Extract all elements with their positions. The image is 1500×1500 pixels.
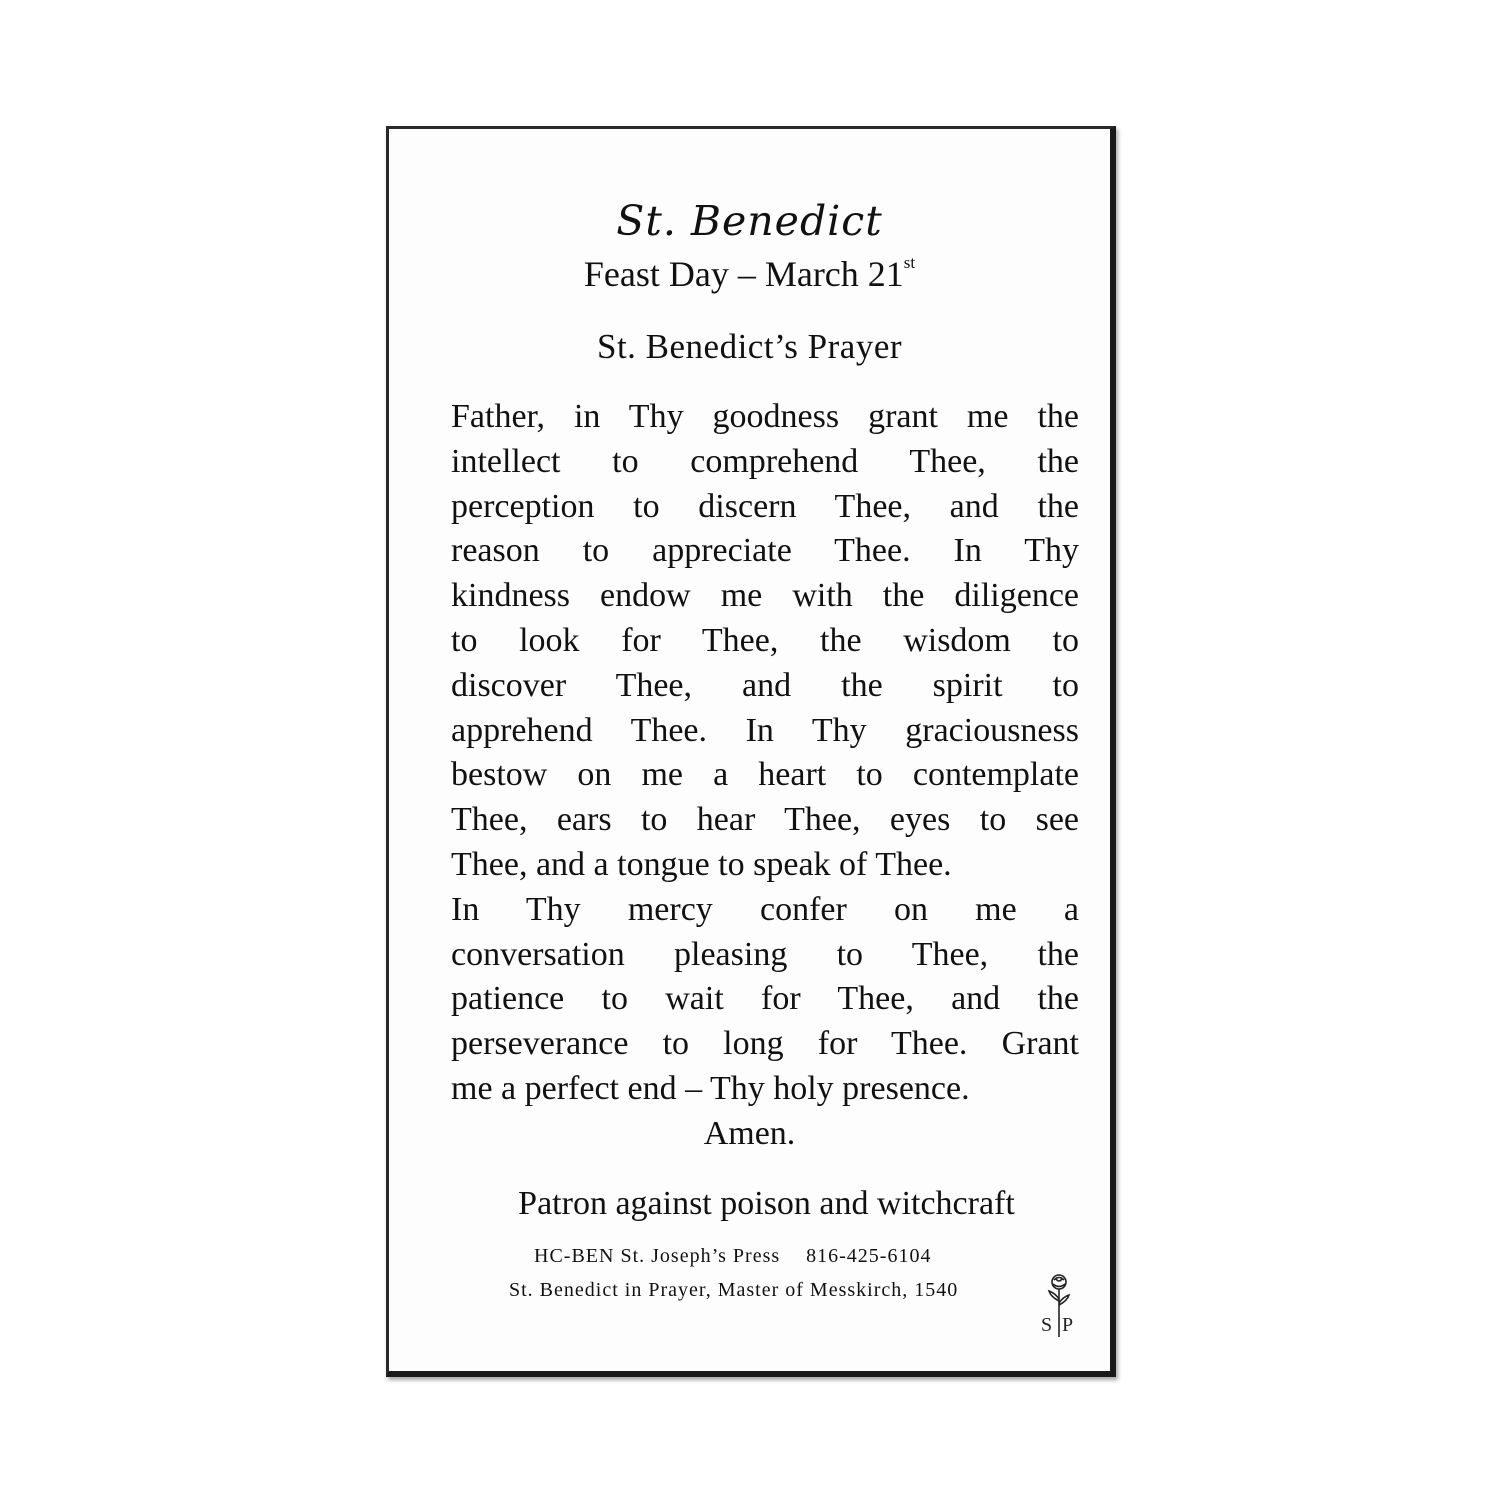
prayer-card	[386, 126, 1116, 1377]
prayer-line: Father, in Thy goodness grant me the	[451, 398, 1079, 435]
feast-day-text: Feast Day – March 21	[583, 254, 904, 294]
prayer-text	[451, 395, 1079, 1112]
prayer-line: discover Thee, and the spirit to	[451, 666, 1079, 704]
prayer-line: reason to appreciate Thee. In Thy	[451, 532, 1079, 570]
prayer-line: kindness endow me with the diligence	[451, 577, 1079, 615]
prayer-line: perception to discern Thee, and the	[451, 487, 1079, 525]
prayer-line: intellect to comprehend Thee, the	[451, 442, 1079, 480]
publisher-line	[534, 1245, 931, 1268]
amen-text: Amen.	[703, 1115, 796, 1152]
feast-day-ordinal: st	[903, 253, 916, 272]
publisher-code: HC-BEN St. Joseph’s Press	[534, 1245, 781, 1267]
prayer-line: to look for Thee, the wisdom to	[451, 621, 1079, 659]
patron-text: Patron against poison and witchcraft	[518, 1185, 1015, 1222]
svg-text:S: S	[1041, 1314, 1053, 1336]
saint-name-title: St. Benedict	[616, 197, 883, 245]
prayer-title: St. Benedict’s Prayer	[596, 327, 903, 366]
prayer-line: patience to wait for Thee, and the	[451, 980, 1079, 1018]
prayer-line: Thee, ears to hear Thee, eyes to see	[451, 801, 1079, 839]
prayer-line: In Thy mercy confer on me a	[451, 890, 1079, 928]
prayer-line: me a perfect end – Thy holy presence.	[451, 1069, 970, 1107]
artwork-credit: St. Benedict in Prayer, Master of Messkirch, 1540	[509, 1279, 959, 1301]
svg-text:P: P	[1062, 1314, 1074, 1336]
feast-day	[389, 253, 1110, 295]
prayer-line: perseverance to long for Thee. Grant	[451, 1025, 1079, 1063]
publisher-phone: 816-425-6104	[806, 1245, 932, 1267]
prayer-line: bestow on me a heart to contemplate	[451, 756, 1079, 794]
prayer-line: Thee, and a tongue to speak of Thee.	[451, 845, 952, 883]
prayer-line: conversation pleasing to Thee, the	[451, 935, 1079, 973]
prayer-line: apprehend Thee. In Thy graciousness	[451, 711, 1079, 749]
rose-icon	[1037, 1271, 1081, 1343]
